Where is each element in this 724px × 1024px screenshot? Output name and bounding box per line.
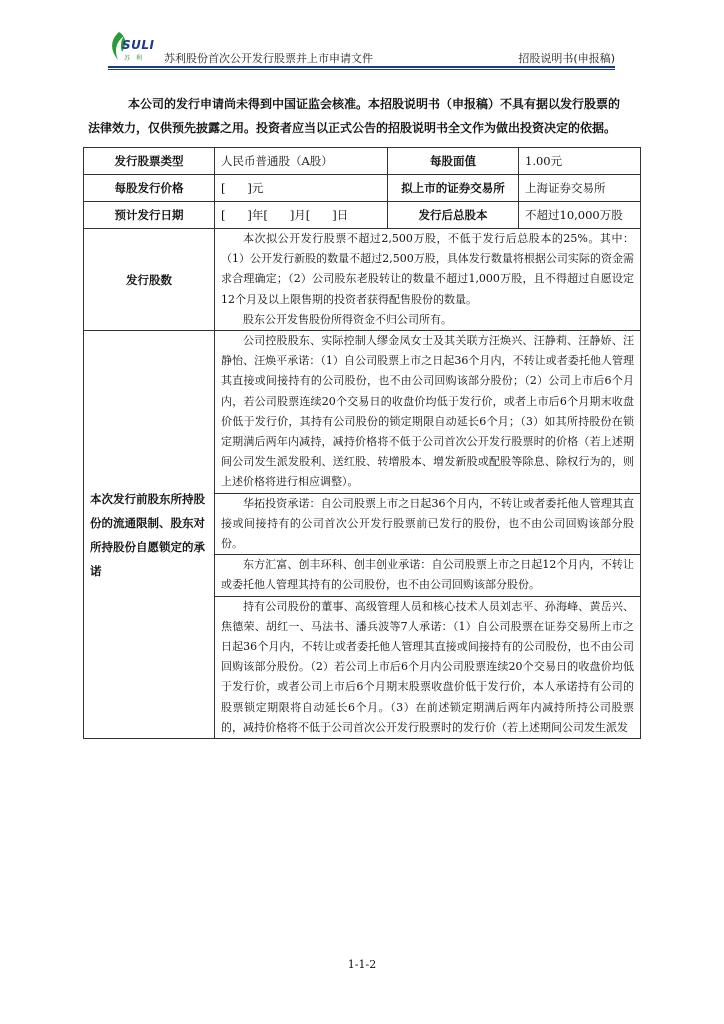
header-rule xyxy=(108,66,615,68)
header-rule-thin xyxy=(108,69,615,70)
shares-issued-para-2: 股东公开发售股份所得资金不归公司所有。 xyxy=(243,312,452,326)
lockup-dongfang xyxy=(215,555,641,596)
page-number: 1-1-2 xyxy=(347,958,377,971)
document-type: 招股说明书(申报稿) xyxy=(518,52,615,65)
table-row xyxy=(84,175,641,202)
document-title: 苏利股份首次公开发行股票并上市申请文件 xyxy=(164,52,373,65)
lockup-directors xyxy=(215,596,641,738)
page-header xyxy=(108,30,615,68)
lockup-para-4: 持有公司股份的董事、高级管理人员和核心技术人员刘志平、孙海峰、黄岳兴、焦德荣、胡红一、马法书、潘兵波等7人承诺：（1）自公司股票在证券交易所上市之日起36个月内，不转让或者委托他人管理其直接或间接持有的公司股份，也不由公司回购该部分股份。（2）若公司上市后6个月内公司股票连续20个交易日的收盘价均低于发行价，或者公司上市后6个月期末股票收盘价低于发行价，本人承诺持有公司的股票锁定期限将自动延长6个月。（3）在前述锁定期满后两年内减持所持公司股票的，减持价格将不低于公司首次公开发行股票时的发行价（若上述期间公司发生派发 xyxy=(221,599,634,734)
lockup-para-1: 公司控股股东、实际控制人缪金凤女士及其关联方汪焕兴、汪静莉、汪静娇、汪静怡、汪焕平承诺：（1）自公司股票上市之日起36个月内，不转让或者委托他人管理其直接或间接持有的公司股份，也不由公司回购该部分股份；（2）公司上市后6个月内，若公司股票连续20个交易日的收盘价均低于发行价，或者上市后6个月期末收盘价低于发行价，其持有公司股份的锁定期限自动延长6个月；（3）如其所持股份在锁定期满后两年内减持，减持价格将不低于公司首次公开发行股票时的价格（若上述期间公司发生派发股利、送红股、转增股本、增发新股或配股等除息、除权行为的，则上述价格将进行相应调整）。 xyxy=(221,334,634,489)
shares-issued-label: 发行股数 xyxy=(84,229,215,331)
notice-line-2: 法律效力，仅供预先披露之用。投资者应当以正式公告的招股说明书全文作为做出投资决定的依据。 xyxy=(88,121,617,135)
table-row xyxy=(84,148,641,175)
par-value-value: 1.00元 xyxy=(519,148,641,175)
logo-subtext: 苏利 xyxy=(124,55,149,62)
lockup-label: 本次发行前股东所持股份的流通限制、股东对所持股份自愿锁定的承诺 xyxy=(84,331,215,739)
issue-price-value: [ ]元 xyxy=(215,175,388,202)
issue-date-value: [ ]年[ ]月[ ]日 xyxy=(215,202,388,229)
lockup-para-2: 华拓投资承诺：自公司股票上市之日起36个月内，不转让或者委托他人管理其直接或间接持有的公司首次公开发行股票前已发行的股份，也不由公司回购该部分股份。 xyxy=(221,496,634,551)
total-shares-value: 不超过10,000万股 xyxy=(519,202,641,229)
table-row xyxy=(84,229,641,331)
shares-issued-para-1: 本次拟公开发行股票不超过2,500万股，不低于发行后总股本的25%。其中：（1）公开发行新股的数量不超过2,500万股，具体发行数量将根据公司实际的资金需求合理确定；（2）公司股东老股转让的数量不超过1,000万股，且不得超过自愿设定12个月及以上限售期的投资者获得配售股份的数量。 xyxy=(221,232,634,306)
stock-type-label: 发行股票类型 xyxy=(84,148,215,175)
total-shares-label: 发行后总股本 xyxy=(388,202,519,229)
issue-date-label: 预计发行日期 xyxy=(84,202,215,229)
par-value-label: 每股面值 xyxy=(388,148,519,175)
table-row xyxy=(84,331,641,494)
lockup-para-3: 东方汇富、创丰环科、创丰创业承诺：自公司股票上市之日起12个月内，不转让或委托他人管理其持有的公司股份，也不由公司回购该部分股份。 xyxy=(221,558,634,592)
notice-line-1: 本公司的发行申请尚未得到中国证监会核准。本招股说明书（申报稿）不具有据以发行股票的 xyxy=(128,97,621,111)
lockup-controlling-shareholder xyxy=(215,331,641,494)
issue-price-label: 每股发行价格 xyxy=(84,175,215,202)
disclaimer-notice xyxy=(88,92,624,140)
company-logo xyxy=(108,30,163,66)
lockup-huatuo xyxy=(215,493,641,555)
offering-summary-table xyxy=(83,147,641,739)
logo-text: SULI xyxy=(122,38,155,52)
exchange-value: 上海证券交易所 xyxy=(519,175,641,202)
stock-type-value: 人民币普通股（A股） xyxy=(215,148,388,175)
table-row xyxy=(84,202,641,229)
shares-issued-content xyxy=(215,229,641,331)
exchange-label: 拟上市的证券交易所 xyxy=(388,175,519,202)
